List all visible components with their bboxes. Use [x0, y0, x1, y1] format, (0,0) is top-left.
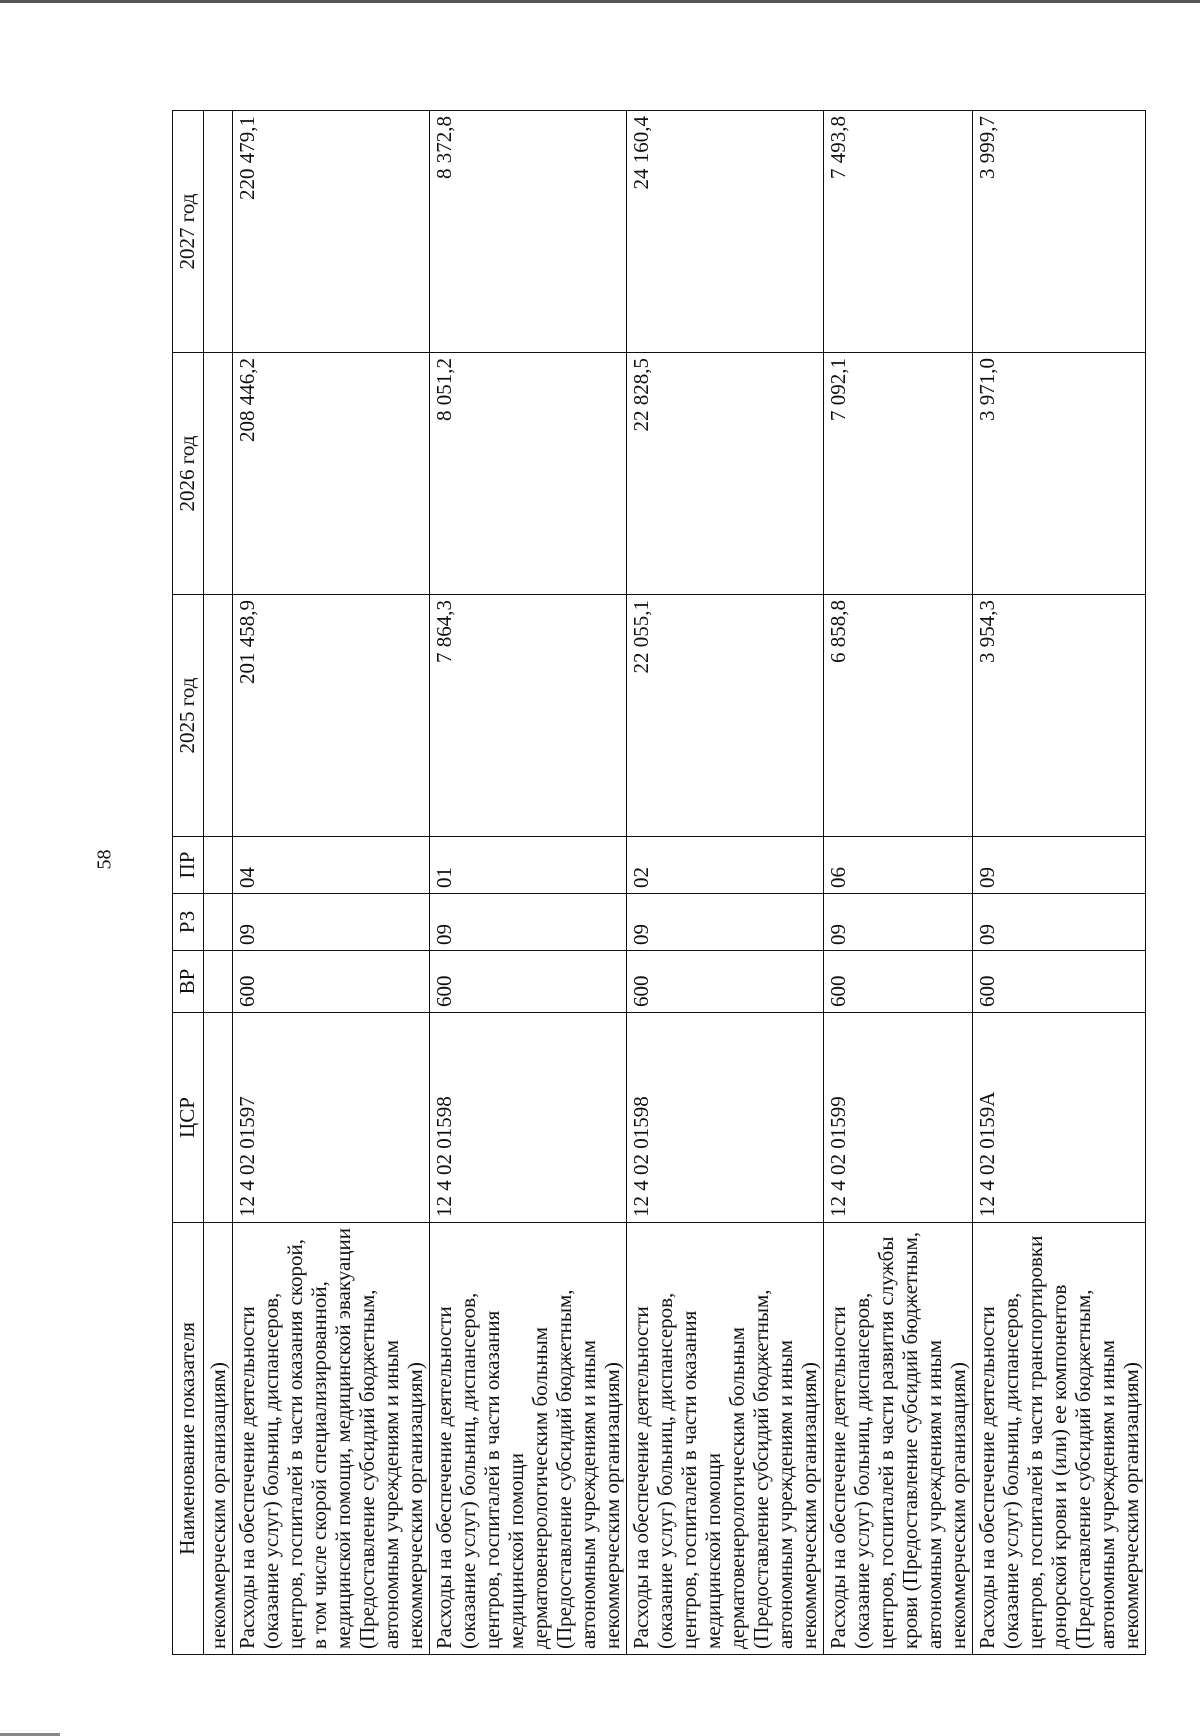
row-2026: 3 971,0: [973, 353, 1146, 595]
row-2026: 7 092,1: [824, 353, 973, 595]
header-pr: ПР: [173, 837, 204, 894]
row-csr: 12 4 02 01598: [430, 1013, 627, 1223]
row-2027: 7 493,8: [824, 111, 973, 353]
row-2027: 24 160,4: [627, 111, 824, 353]
row-vr: 600: [973, 951, 1146, 1013]
row-name: Расходы на обеспечение деятельности (оказание услуг) больниц, диспансеров, центров, госпиталей в части оказания медицинской помощи дерматовенерологическим больным (Предоставление субсидий бюджетным, автономным учреждениям и иным некоммерческим организациям): [430, 1223, 627, 1655]
row-2025: 6 858,8: [824, 595, 973, 837]
row-2027: 8 372,8: [430, 111, 627, 353]
row-vr: 600: [824, 951, 973, 1013]
row-vr: 600: [430, 951, 627, 1013]
row-2026: 208 446,2: [233, 353, 430, 595]
row-rz: 09: [824, 894, 973, 951]
row-csr: 12 4 02 01599: [824, 1013, 973, 1223]
row-2025: 22 055,1: [627, 595, 824, 837]
row-vr: 600: [627, 951, 824, 1013]
row-pr: 06: [824, 837, 973, 894]
table-header-row: [173, 111, 204, 1655]
row-pr: 09: [973, 837, 1146, 894]
table-row: [824, 111, 973, 1655]
row-pr: 04: [233, 837, 430, 894]
row-rz: 09: [430, 894, 627, 951]
scan-edge-line: [0, 0, 1200, 3]
header-vr: ВР: [173, 951, 204, 1013]
header-name: Наименование показателя: [173, 1223, 204, 1655]
row-rz: 09: [973, 894, 1146, 951]
row-2027: 220 479,1: [233, 111, 430, 353]
row-2026: 8 051,2: [430, 353, 627, 595]
row-2027: 3 999,7: [973, 111, 1146, 353]
continuation-text: некоммерческим организациям): [204, 1223, 233, 1655]
table-row-continuation: [204, 111, 233, 1655]
header-2026: 2026 год: [173, 353, 204, 595]
row-name: Расходы на обеспечение деятельности (оказание услуг) больниц, диспансеров, центров, госпиталей в части оказания медицинской помощи дерматовенерологическим больным (Предоставление субсидий бюджетным, автономным учреждениям и иным некоммерческим организациям): [627, 1223, 824, 1655]
header-rz: РЗ: [173, 894, 204, 951]
row-vr: 600: [233, 951, 430, 1013]
table-row: [430, 111, 627, 1655]
row-rz: 09: [627, 894, 824, 951]
row-2025: 7 864,3: [430, 595, 627, 837]
row-name: Расходы на обеспечение деятельности (оказание услуг) больниц, диспансеров, центров, госпиталей в части транспортировки донорской крови и (или) ее компонентов (Предоставление субсидий бюджетным, автономным учреждениям и иным некоммерческим организациям): [973, 1223, 1146, 1655]
row-2025: 201 458,9: [233, 595, 430, 837]
table-row: [627, 111, 824, 1655]
rotated-table-container: [172, 110, 1143, 1655]
row-name: Расходы на обеспечение деятельности (оказание услуг) больниц, диспансеров, центров, госпиталей в части развития службы крови (Предоставление субсидий бюджетным, автономным учреждениям и иным некоммерческим организациям): [824, 1223, 973, 1655]
row-pr: 02: [627, 837, 824, 894]
row-name: Расходы на обеспечение деятельности (оказание услуг) больниц, диспансеров, центров, госпиталей в части оказания скорой, в том числе скорой специализированной, медицинской помощи, медицинской эвакуации (Предоставление субсидий бюджетным, автономным учреждениям и иным некоммерческим организациям): [233, 1223, 430, 1655]
page-number: 58: [93, 849, 116, 870]
header-2027: 2027 год: [173, 111, 204, 353]
row-csr: 12 4 02 01598: [627, 1013, 824, 1223]
row-csr: 12 4 02 01597: [233, 1013, 430, 1223]
row-rz: 09: [233, 894, 430, 951]
table-row: [233, 111, 430, 1655]
row-2025: 3 954,3: [973, 595, 1146, 837]
row-csr: 12 4 02 0159А: [973, 1013, 1146, 1223]
header-csr: ЦСР: [173, 1013, 204, 1223]
table-row: [973, 111, 1146, 1655]
budget-table: [172, 110, 1146, 1655]
header-2025: 2025 год: [173, 595, 204, 837]
row-2026: 22 828,5: [627, 353, 824, 595]
row-pr: 01: [430, 837, 627, 894]
